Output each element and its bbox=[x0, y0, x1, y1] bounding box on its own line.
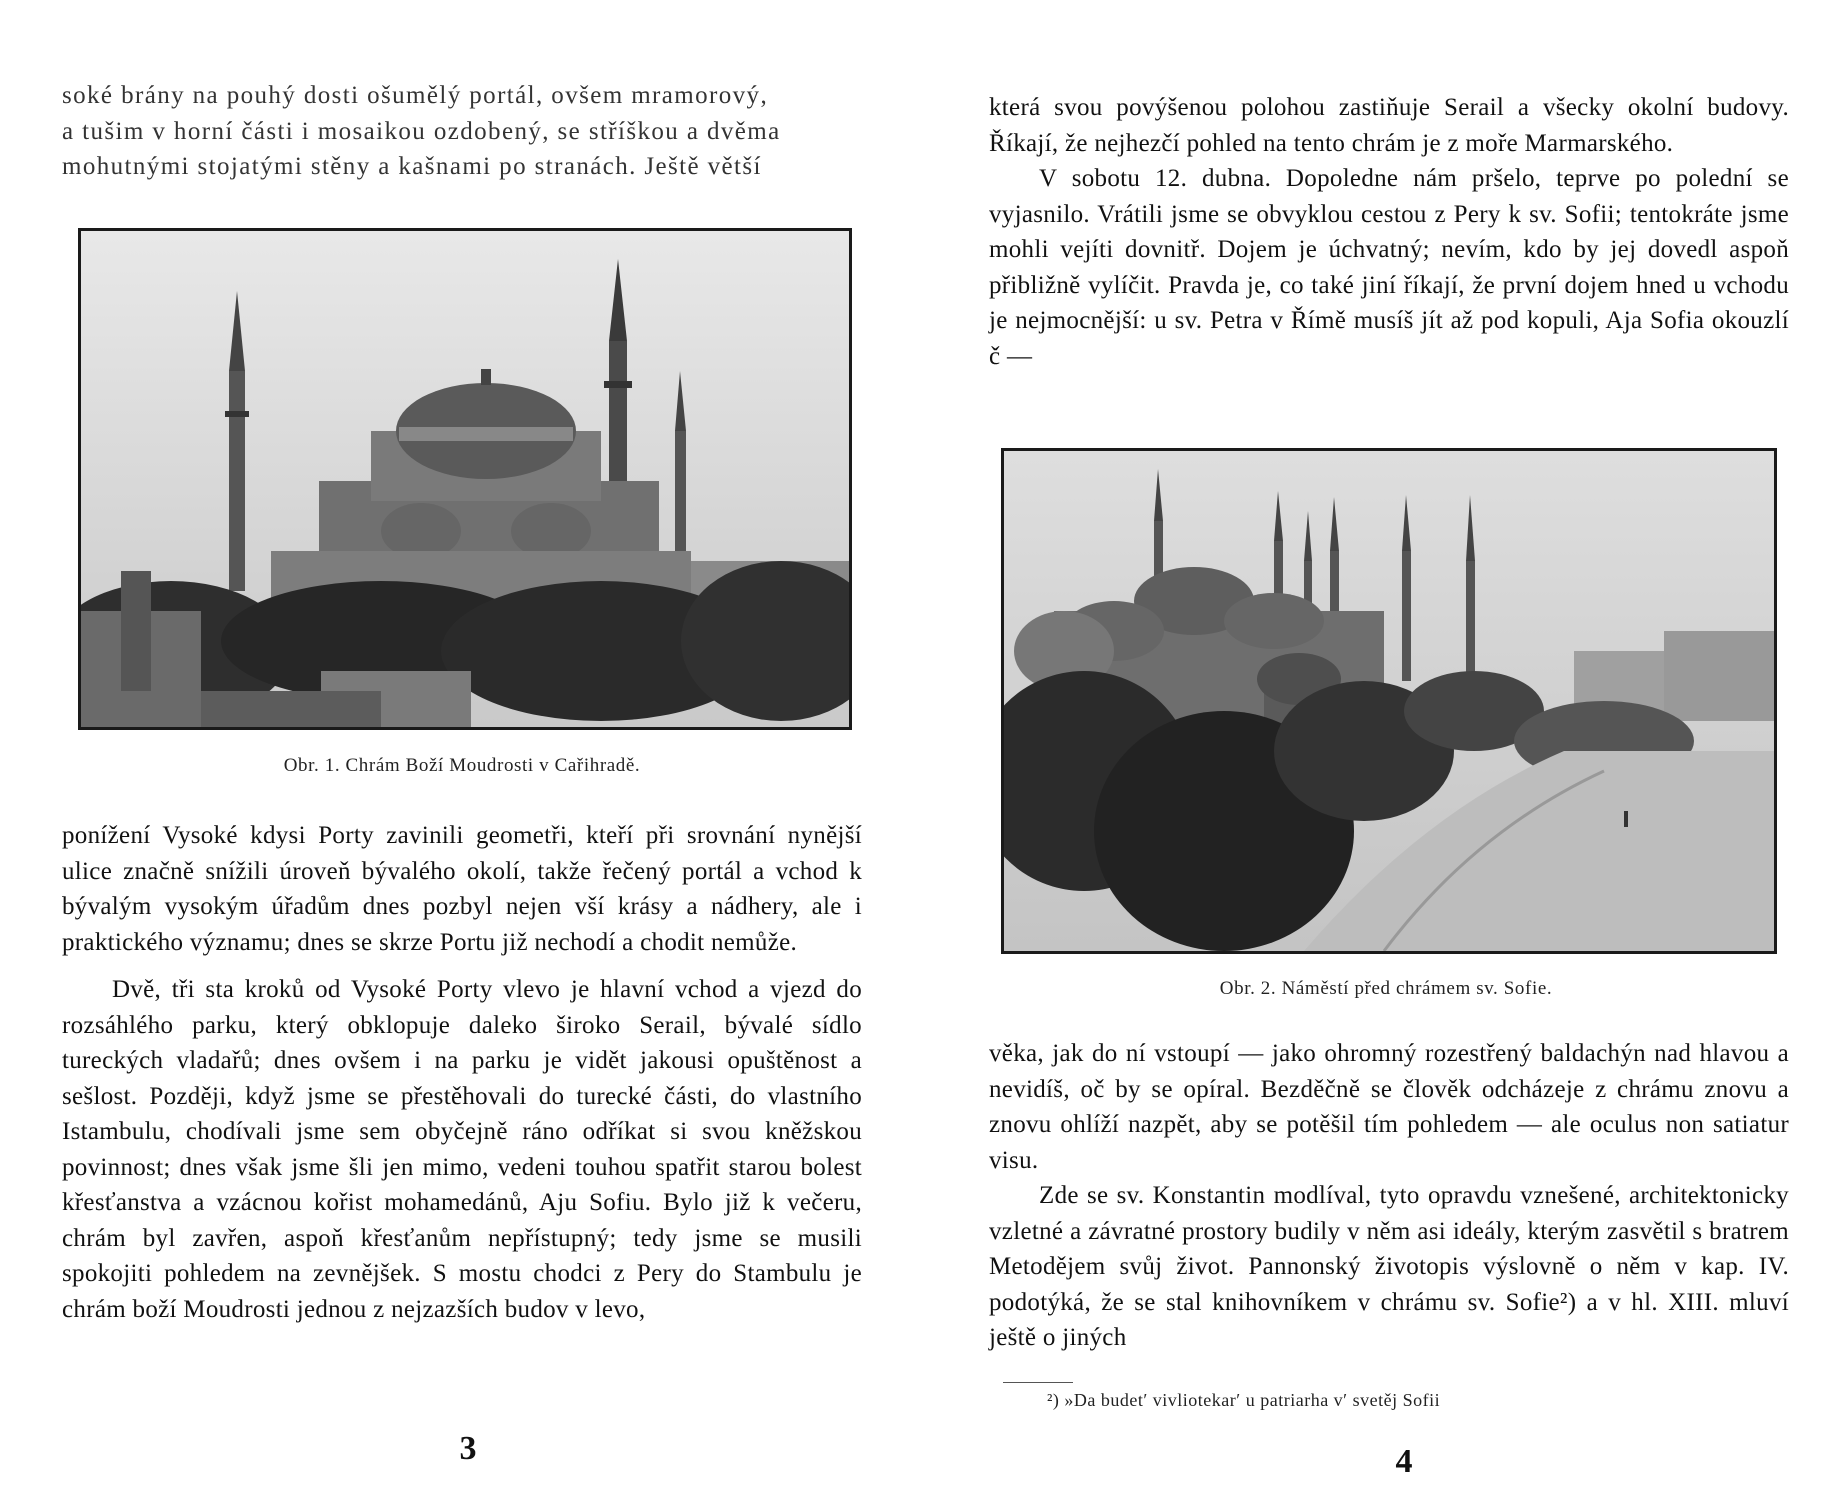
left-paragraph-2: Dvě, tři sta kroků od Vysoké Porty vlevo je hlavní vchod a vjezd do rozsáhlého parku, který obklopuje daleko široko Serail, bývalé sídlo tureckých vladařů; dnes ovšem i na parku je vidět jakousi opuštěnost a sešlost. Později, když jsme se přestěhovali do turecké části, do vlastního Istambulu, chodívali jsme sem obyčejně ráno odříkat si svou kněžskou povinnost; dnes však jsme šli jen mimo, vedeni touhou spatřit starou bolest křesťanstva a vzácnou kořist mohamedánů, Aju Sofiu. Bylo již k večeru, chrám byl zavřen, aspoň křesťanům nepřístupný; tedy jsme se musili spokojiti pohledem na zevnějšek. S mostu chodci z Pery do Stambulu je chrám boží Moudrosti jednou z nejzazších budov v levo, bbox=[62, 976, 862, 1323]
footnote-rule bbox=[1003, 1382, 1073, 1383]
figure-2-photo-square bbox=[1001, 448, 1777, 954]
right-paragraph-continued: která svou povýšenou polohou zastiňuje Serail a všecky okolní budovy. Říkají, že nejhezčí pohled na tento chrám je z moře Marmarského. bbox=[989, 94, 1789, 157]
right-paragraph-2: V sobotu 12. dubna. Dopoledne nám pršelo, teprve po polední se vyjasnilo. Vrátili jsme se obvyklou cestou z Pery k sv. Sofii; tentokráte jsme mohli vejíti dovnitř. Dojem je úchvatný; nevím, kdo by jej dovedl aspoň přibližně vylíčit. Pravda je, co také jiní říkají, že první dojem hned u vchodu je nejmocnější: u sv. Petra v Římě musíš jít až pod kopuli, Aja Sofia okouzlí č — bbox=[989, 165, 1789, 370]
footnote: ²) »Da budet′ vivliotekar′ u patriarha v′ svetěj Sofii bbox=[1047, 1390, 1441, 1410]
left-top-line-2: a tušim v horní části i mosaikou ozdobený, se stříškou a dvěma bbox=[62, 117, 781, 145]
right-paragraph-4: Zde se sv. Konstantin modlíval, tyto opravdu vznešené, architektonicky vzletné a závratné prostory budily v něm asi ideály, kterým zasvětil s bratrem Metodějem svůj život. Pannonský životopis výslovně o něm v kap. IV. podotýká, že se stal knihovníkem v chrámu sv. Sofie²) a v hl. XIII. mluví ještě o jiných bbox=[989, 1182, 1789, 1351]
figure-1-photo-hagia-sophia bbox=[78, 228, 852, 730]
left-body-text bbox=[62, 818, 862, 1327]
left-page-number: 3 bbox=[459, 1430, 477, 1467]
figure-1-caption: Obr. 1. Chrám Boží Moudrosti v Cařihradě. bbox=[283, 755, 641, 776]
right-page bbox=[917, 0, 1834, 1500]
right-page-number: 4 bbox=[1395, 1443, 1413, 1480]
left-top-text bbox=[62, 78, 862, 185]
right-top-text bbox=[989, 90, 1789, 374]
left-top-line-3: mohutnými stojatými stěny a kašnami po stranách. Ještě větší bbox=[62, 153, 762, 180]
left-top-line-1: soké brány na pouhý dosti ošumělý portál, ovšem mramorový, bbox=[62, 82, 769, 109]
right-body-text bbox=[989, 1036, 1789, 1356]
figure-2-caption: Obr. 2. Náměstí před chrámem sv. Sofie. bbox=[1219, 978, 1553, 999]
right-paragraph-3: věka, jak do ní vstoupí — jako ohromný rozestřený baldachýn nad hlavou a nevidíš, oč by se opíral. Bezděčně se člověk odcházeje z chrámu znovu a znovu ohlíží nazpět, aby se potěšil tím pohledem — ale oculus non satiatur visu. bbox=[989, 1040, 1789, 1174]
left-paragraph-continued: ponížení Vysoké kdysi Porty zavinili geometři, kteří při srovnání nynější ulice značně snížili úroveň bývalého okolí, takže řečený portál a vchod k bývalým vysokým úřadům dnes pozbyl nejen vší krásy a nádhery, ale i praktického významu; dnes se skrze Portu již nechodí a chodit nemůže. bbox=[62, 822, 862, 956]
